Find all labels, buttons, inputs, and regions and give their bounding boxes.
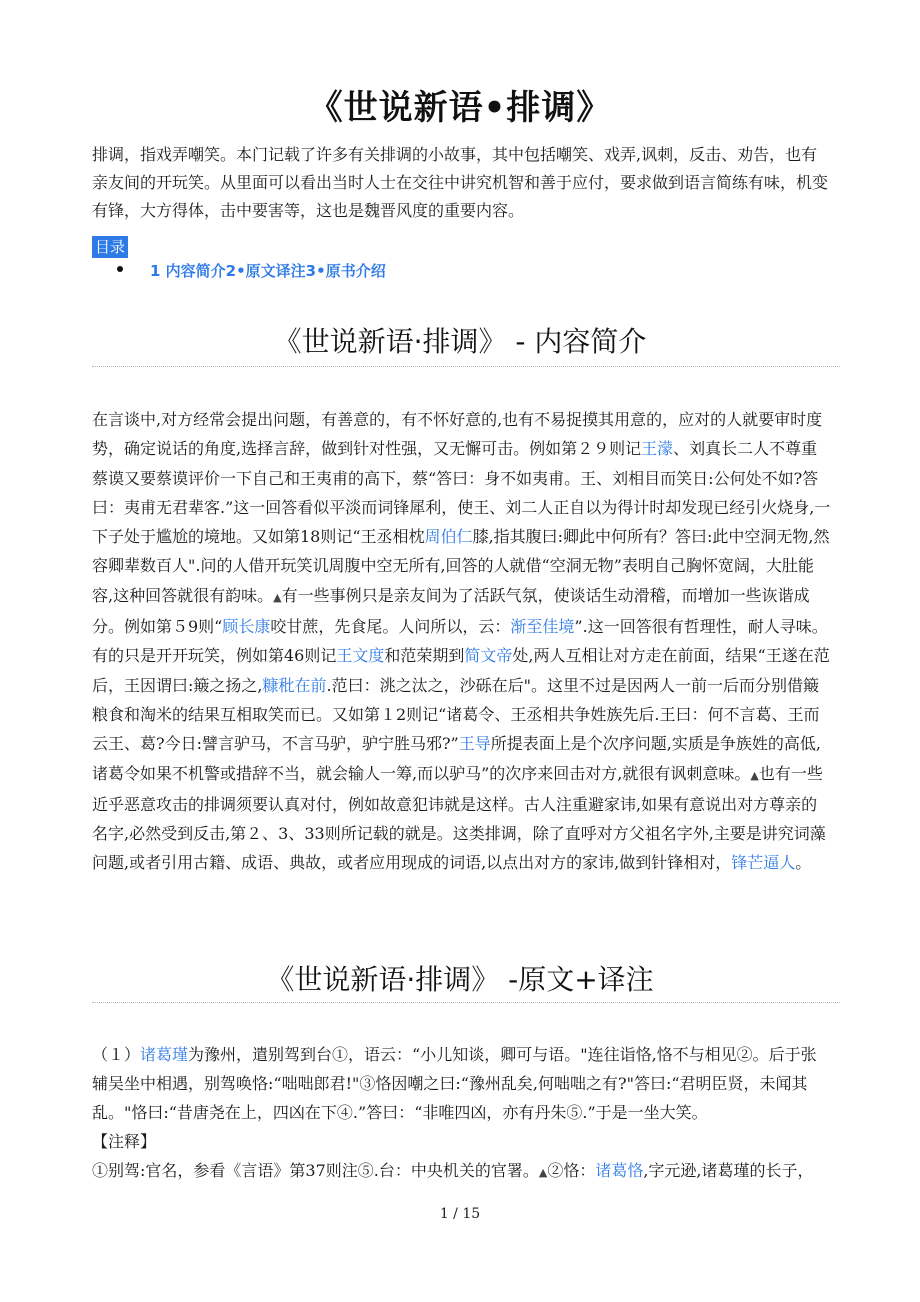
link-jianwen-di[interactable]: 简文帝 [464,646,513,666]
link-wang-dao[interactable]: 王导 [458,734,491,754]
anchor-mark-icon: ▲ [750,768,759,782]
section-divider [92,366,840,367]
section-divider [92,1002,840,1003]
anchor-mark-icon: ▲ [538,1166,548,1179]
toc-label: 目录 [92,236,128,258]
link-jian-zhi-jia-jing[interactable]: 渐至佳境 [510,617,575,637]
bullet-icon [117,266,123,272]
translation-paragraph: （１）诸葛瑾为豫州，遣别驾到台①，语云：“小儿知谈，卿可与语。"连往诣恪,恪不与相见②。后于张辅吴坐中相遇，别驾唤恪:“咄咄郎君!"③恪因嘲之曰:“豫州乱矣,何咄咄之有?"答曰:“君明臣贤，未闻其乱。"恪曰:“昔唐尧在上，四凶在下④.”答曰：“非唯四凶，亦有丹朱⑤.”于是一坐大笑。 【注释】 ①别驾:官名，参看《言语》第37则注⑤.台：中央机关的官署。▲②恪：诸葛恪,字元逊,诸葛瑾的长子， [92,1045,817,1180]
document-title: 《世说新语•排调》 [308,88,612,128]
link-zhuge-ke[interactable]: 诸葛恪 [595,1161,644,1180]
toc-link[interactable]: 1 内容简介2•原文译注3•原书介绍 [150,262,386,280]
section-title-translation: 《世说新语·排调》 -原文+译注 [266,963,654,996]
page-number: 1 / 15 [439,1206,481,1222]
notes-label: 【注释】 [92,1132,157,1151]
link-wang-wendu[interactable]: 王文度 [336,646,385,666]
section-title-summary: 《世说新语·排调》 - 内容简介 [273,325,647,358]
link-wang-meng[interactable]: 王濛 [641,439,674,459]
link-kang-bi-zai-qian[interactable]: 糠秕在前 [262,675,327,695]
anchor-mark-icon: ▲ [273,590,282,604]
link-feng-mang-bi-ren[interactable]: 锋芒逼人 [731,853,796,873]
intro-paragraph: 排调，指戏弄嘲笑。本门记载了许多有关排调的小故事，其中包括嘲笑、戏弄,讽刺，反击、劝告，也有亲友间的开玩笑。从里面可以看出当时人士在交往中讲究机智和善于应付，要求做到语言简练有味，机变有锋，大方得体，击中要害等，这也是魏晋风度的重要内容。 [92,145,829,220]
link-zhuge-jin[interactable]: 诸葛瑾 [140,1045,189,1064]
link-zhou-boren[interactable]: 周伯仁 [424,527,473,547]
link-gu-changkang[interactable]: 顾长康 [222,617,271,637]
summary-paragraph: 在言谈中,对方经常会提出问题，有善意的，有不怀好意的,也有不易捉摸其用意的，应对的人就要审时度势，确定说话的角度,选择言辞，做到针对性强，又无懈可击。例如第２９则记王濛、刘真长二人不尊重蔡谟又要蔡谟评价一下自己和王夷甫的高下，蔡“答曰：身不如夷甫。王、刘相目而笑日:公何处不如?答曰：夷甫无君辈客.”这一回答看似平淡而词锋犀利，使王、刘二人正自以为得计时却发现已经引火烧身,一下子处于尴尬的境地。又如第18则记“王丞相枕周伯仁膝,指其腹曰:卿此中何所有？答曰:此中空洞无物,然容卿辈数百人".问的人借开玩笑讥周腹中空无所有,回答的人就借“空洞无物”表明自己胸怀宽阔，大肚能容,这种回答就很有韵味。▲有一些事例只是亲友间为了活跃气氛，使谈话生动滑稽，而增加一些诙谐成分。例如第５9则“顾长康咬甘蔗，先食尾。人问所以，云：渐至佳境”.这一回答很有哲理性，耐人寻味。有的只是开开玩笑，例如第46则记王文度和范荣期到简文帝处,两人互相让对方走在前面，结果“王遂在范后，王因谓曰:簸之扬之,糠秕在前.范曰：洮之汰之，沙砾在后"。这里不过是因两人一前一后而分别借簸粮食和淘米的结果互相取笑而已。又如第１2则记“诸葛令、王丞相共争姓族先后.王曰：何不言葛、王而云王、葛?今日:譬言驴马，不言马驴，驴宁胜马邪?”王导所提表面上是个次序问题,实质是争族姓的高低,诸葛令如果不机警或措辞不当，就会输人一筹,而以驴马”的次序来回击对方,就很有讽刺意味。▲也有一些近乎恶意攻击的排调须要认真对付，例如故意犯讳就是这样。古人注重避家讳,如果有意说出对方尊亲的名字,必然受到反击,第２、3、33则所记载的就是。这类排调，除了直呼对方父祖名字外,主要是讲究词藻问题,或者引用古籍、成语、典故，或者应用现成的词语,以点出对方的家讳,做到针锋相对，锋芒逼人。 [92,410,831,873]
